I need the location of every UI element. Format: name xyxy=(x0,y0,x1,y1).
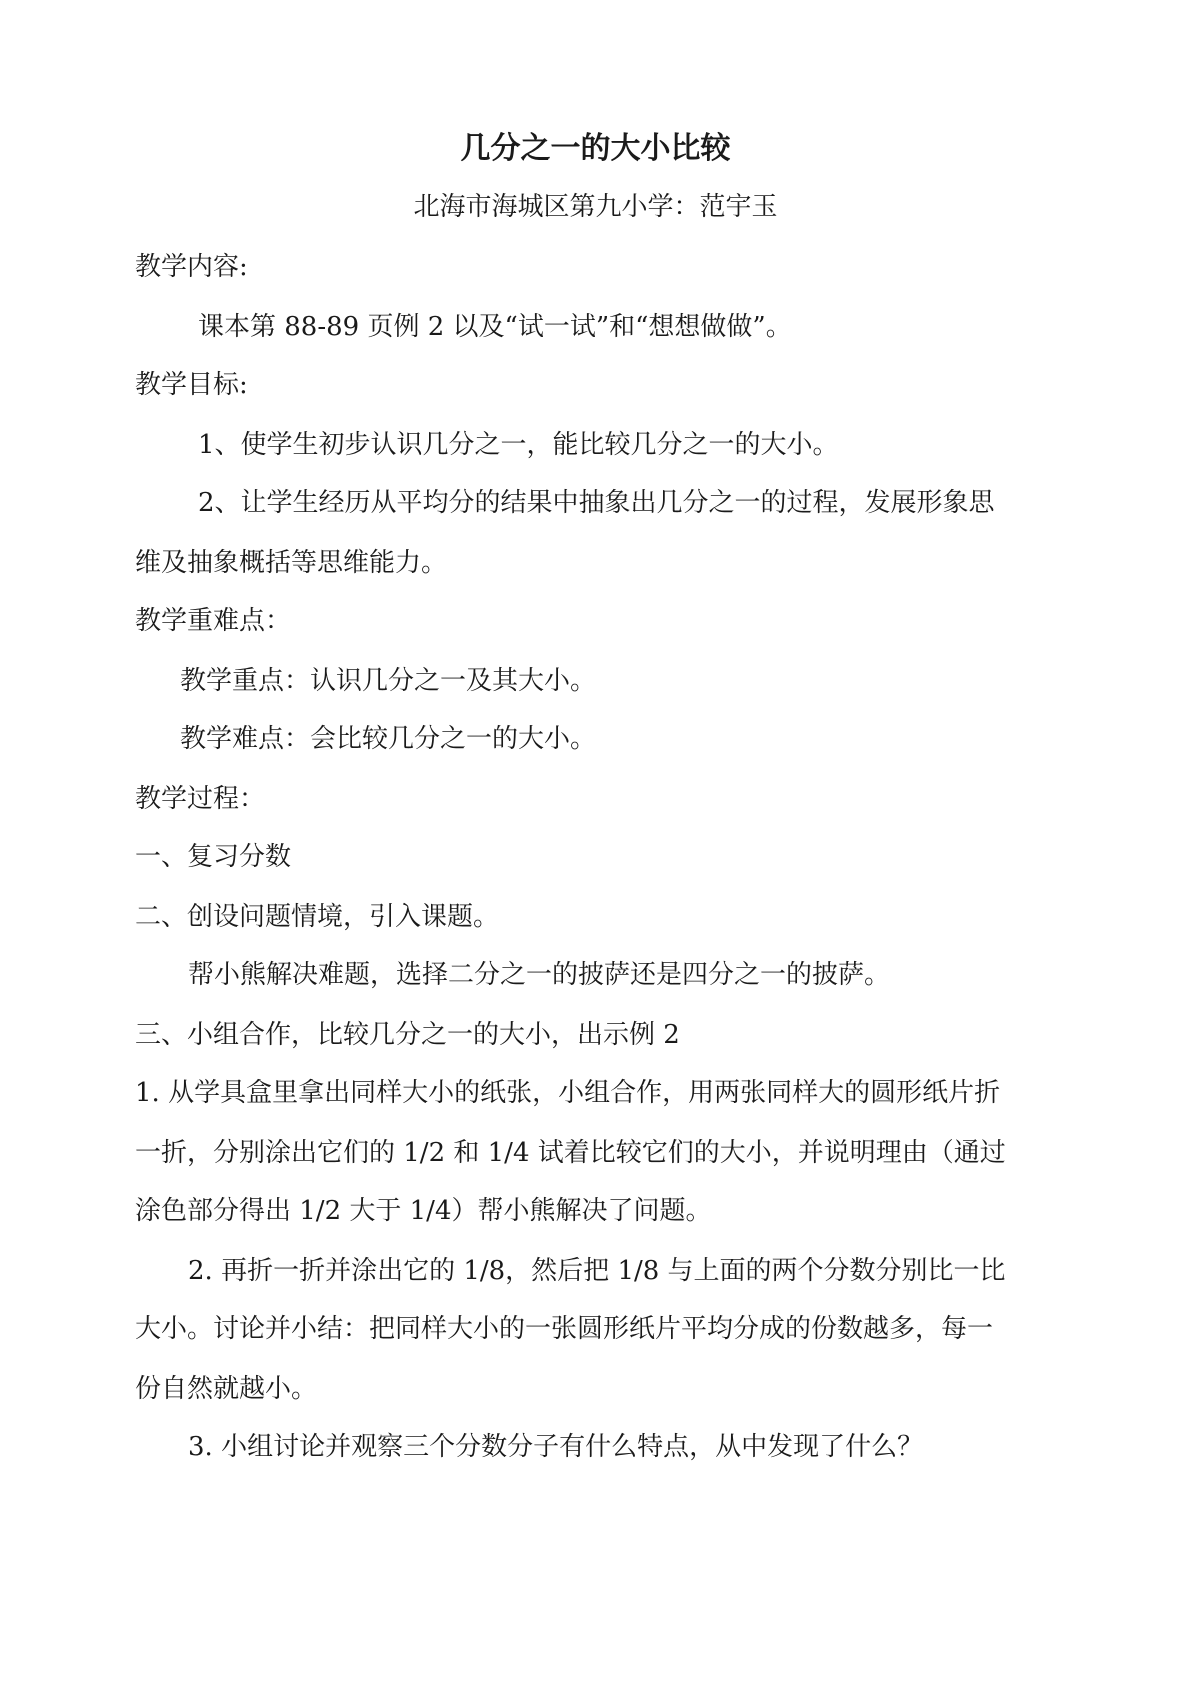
item-2-line3: 份自然就越小。 xyxy=(135,1374,318,1404)
goal-1: 1、使学生初步认识几分之一，能比较几分之一的大小。 xyxy=(198,430,839,460)
content-heading: 教学内容: xyxy=(135,252,248,282)
item-1-line1: 1. 从学具盒里拿出同样大小的纸张，小组合作，用两张同样大的圆形纸片折 xyxy=(135,1078,1001,1108)
step-2-text: 帮小熊解决难题，选择二分之一的披萨还是四分之一的披萨。 xyxy=(188,960,891,990)
key-point: 教学重点：认识几分之一及其大小。 xyxy=(180,666,597,696)
document-title: 几分之一的大小比较 xyxy=(460,131,731,166)
item-1-line3: 涂色部分得出 1/2 大于 1/4）帮小熊解决了问题。 xyxy=(135,1196,712,1226)
author-line: 北海市海城区第九小学：范宇玉 xyxy=(413,192,778,222)
goal-2-line1: 2、让学生经历从平均分的结果中抽象出几分之一的过程，发展形象思 xyxy=(198,488,995,518)
item-3: 3. 小组讨论并观察三个分数分子有什么特点，从中发现了什么？ xyxy=(188,1432,924,1462)
step-2: 二、创设问题情境，引入课题。 xyxy=(135,902,500,932)
goal-2-line2: 维及抽象概括等思维能力。 xyxy=(135,548,448,578)
step-1: 一、复习分数 xyxy=(135,842,292,872)
item-2-line2: 大小。讨论并小结：把同样大小的一张圆形纸片平均分成的份数越多，每一 xyxy=(135,1314,994,1344)
goals-heading: 教学目标: xyxy=(135,370,248,400)
process-heading: 教学过程： xyxy=(135,784,266,814)
content-text: 课本第 88-89 页例 2 以及“试一试”和“想想做做”。 xyxy=(198,312,792,342)
key-heading: 教学重难点： xyxy=(135,606,292,636)
item-2-line1: 2. 再折一折并涂出它的 1/8，然后把 1/8 与上面的两个分数分别比一比 xyxy=(188,1256,1006,1286)
step-3: 三、小组合作，比较几分之一的大小，出示例 2 xyxy=(135,1020,680,1050)
difficult-point: 教学难点：会比较几分之一的大小。 xyxy=(180,724,597,754)
item-1-line2: 一折，分别涂出它们的 1/2 和 1/4 试着比较它们的大小，并说明理由（通过 xyxy=(135,1138,1006,1168)
